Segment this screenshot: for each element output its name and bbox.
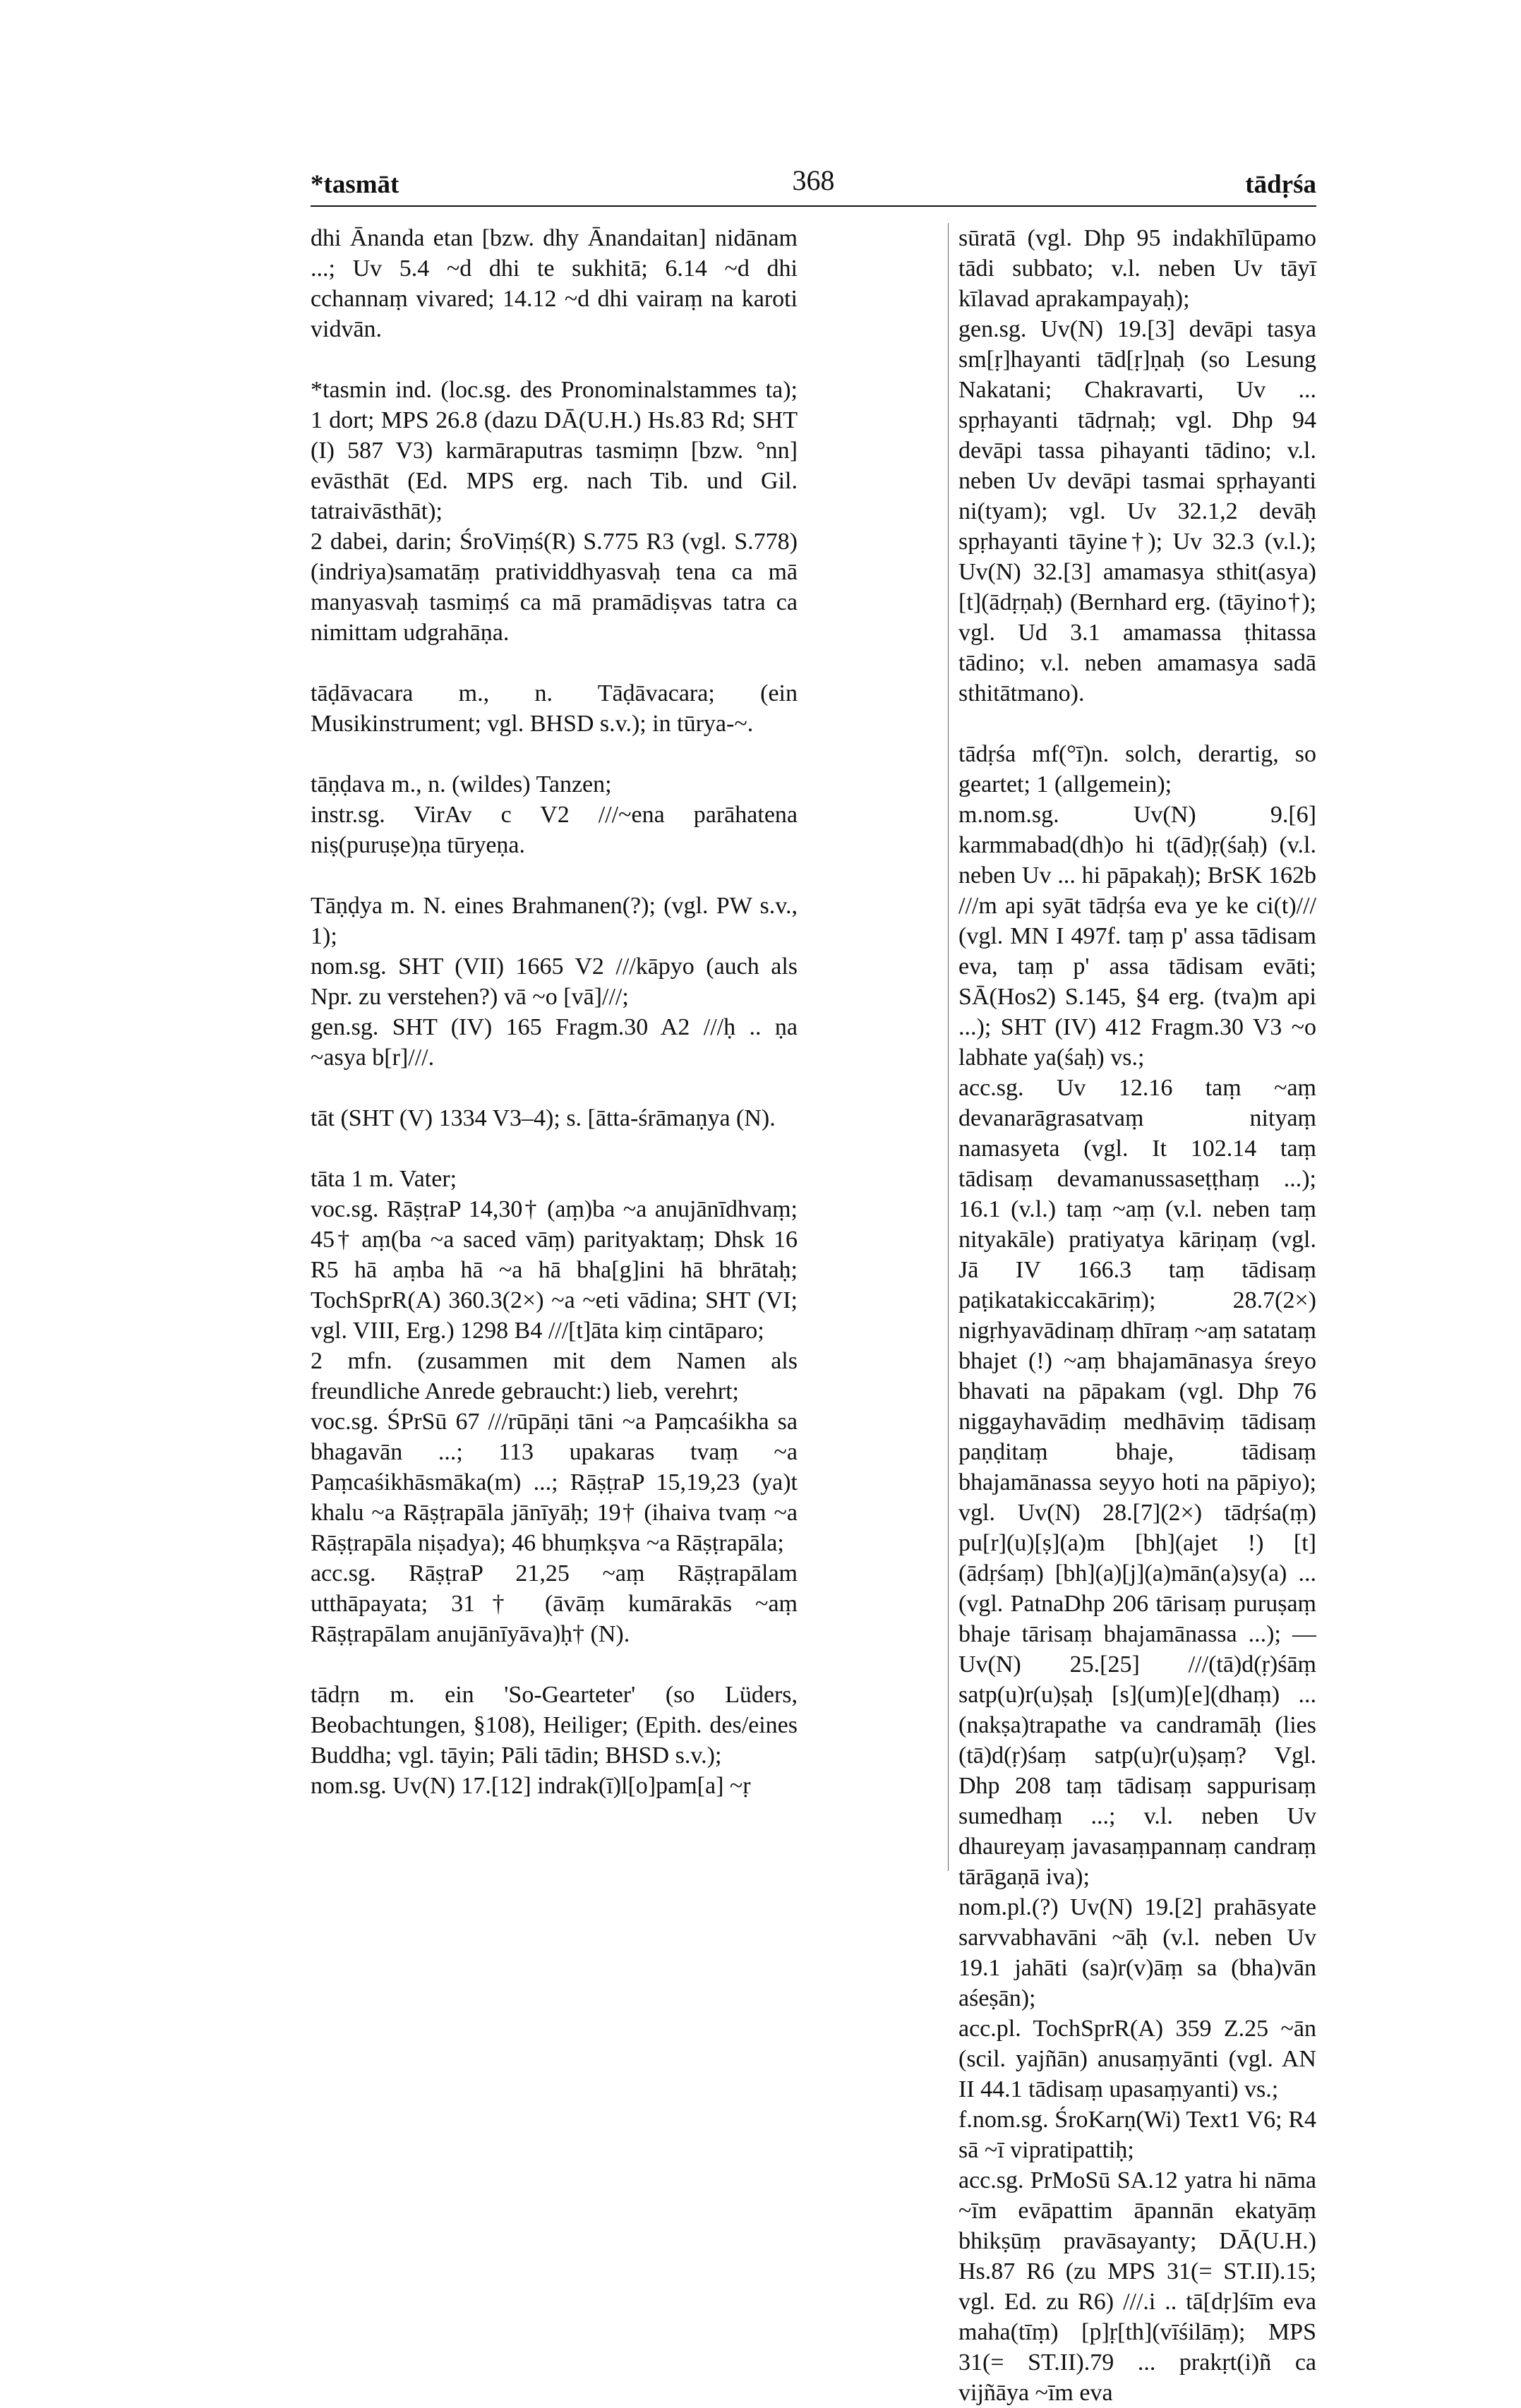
entry-tadrn-gen: gen.sg. Uv(N) 19.[3] devāpi tasya sm[ṛ]hayanti tād[ṛ]ṇaḥ (so Lesung Nakatani; Chakravarti, Uv ... spṛhayanti tādṛnaḥ; vgl. Dhp 94 devāpi tassa pihayanti tādino; v.l. neben Uv devāpi tasmai spṛhayanti ni(tyam); vgl. Uv 32.1,2 devāḥ spṛhayanti tāyine†); Uv 32.3 (v.l.); Uv(N) 32.[3] amamasya sthit(asya) [t](ādṛṇaḥ) (Bernhard erg. (tāyino†); vgl. Ud 3.1 amamassa ṭhitassa tādino; v.l. neben amamasya sadā sthitātmano). (958, 316, 1316, 706)
entry-tandya-nom: nom.sg. SHT (VII) 1665 V2 ///kāpyo (auch als Npr. zu verstehen?) vā ~o [vā]///; (311, 953, 798, 1010)
spacer (311, 860, 798, 891)
entry-tandava-citation: instr.sg. VirAv c V2 ///~ena parāhatena niṣ(puruṣe)ṇa tūryeṇa. (311, 802, 798, 858)
header-rule (311, 205, 1316, 207)
spacer (311, 344, 798, 375)
entry-tandya-gen: gen.sg. SHT (IV) 165 Fragm.30 A2 ///ḥ .. ṇa ~asya b[r]///. (311, 1014, 798, 1071)
entry-tadrn: tādṛn m. ein 'So-Gearteter' (so Lüders, Beobachtungen, §108), Heiliger; (Epith. des/eines Buddha; vgl. tāyin; Pāli tādin; BHSD s.v.); (311, 1682, 798, 1769)
entry-tata-sense-2: 2 mfn. (zusammen mit dem Namen als freundliche Anrede gebraucht:) lieb, verehrt; (311, 1348, 798, 1404)
running-head-left: *tasmāt (311, 170, 399, 199)
entry-tata-sense-2-acc: acc.sg. RāṣṭraP 21,25 ~aṃ Rāṣṭrapālam utthāpayata; 31† (āvāṃ kumārakās ~aṃ Rāṣṭrapālam anujānīyāva)ḥ† (N). (311, 1560, 798, 1647)
spacer (958, 709, 1316, 739)
entry-tadrsa-acc: acc.sg. Uv 12.16 taṃ ~aṃ devanarāgrasatvaṃ nityaṃ namasyeta (vgl. It 102.14 taṃ tādisaṃ devamanussaseṭṭhaṃ ...); 16.1 (v.l.) taṃ ~aṃ (v.l. neben taṃ nityakāle) pratiyatya kāriṇaṃ (vgl. Jā IV 166.3 taṃ tādisaṃ paṭikatakiccakāriṃ); 28.7(2×) nigṛhyavādinaṃ dhīraṃ ~aṃ satataṃ bhajet (!) ~aṃ bhajamānasya śreyo bhavati na pāpakam (vgl. Dhp 76 niggayhavādiṃ medhāviṃ tādisaṃ paṇḍitaṃ bhaje, tādisaṃ bhajamānassa seyyo hoti na pāpiyo); vgl. Uv(N) 28.[7](2×) tādṛśa(ṃ) pu[r](u)[ṣ](a)m [bh](ajet !) [t](ādṛśaṃ) [bh](a)[j](a)mān(a)sy(a) ... (vgl. PatnaDhp 206 tārisaṃ puruṣaṃ bhaje tārisaṃ bhajamānassa ...); — Uv(N) 25.[25] ///(tā)d(ṛ)śāṃ satp(u)r(u)ṣaḥ [s](um)[e](dhaṃ) ... (nakṣa)trapathe va candramāḥ (lies (tā)d(ṛ)śaṃ satp(u)r(u)ṣaṃ? Vgl. Dhp 208 taṃ tādisaṃ sappurisaṃ sumedhaṃ ...; v.l. neben Uv dhaureyaṃ javasaṃpannaṃ candraṃ tārāgaṇā iva); (958, 1075, 1316, 1890)
running-head-right: tādṛśa (1245, 170, 1316, 199)
entry-tadrsa-m-nom: m.nom.sg. Uv(N) 9.[6] karmmabad(dh)o hi t(ād)ṛ(śaḥ) (v.l. neben Uv ... hi pāpakaḥ); BrSK 162b ///m api syāt tādṛśa eva ye ke ci(t)/// (vgl. MN I 497f. taṃ p' assa tādisam eva, taṃ p' assa tādisam evāti; SĀ(Hos2) S.145, §4 erg. (tva)m api ...); SHT (IV) 412 Fragm.30 V3 ~o labhate ya(śaḥ) vs.; (958, 802, 1316, 1071)
entry-tasmin: *tasmin ind. (loc.sg. des Pronominalstammes ta); 1 dort; MPS 26.8 (dazu DĀ(U.H.) Hs.83 Rd; SHT (I) 587 V3) karmāraputras tasmiṃn [bzw. °nn] evāsthāt (Ed. MPS erg. nach Tib. und Gil. tatraivāsthāt); (311, 377, 798, 524)
entry-tadrsa: tādṛśa mf(°ī)n. solch, derartig, so geartet; 1 (allgemein); (958, 741, 1316, 797)
entry-tadrsa-acc-pl: acc.pl. TochSprR(A) 359 Z.25 ~ān (scil. yajñān) anusaṃyānti (vgl. AN II 44.1 tādisaṃ upasaṃyanti) vs.; (958, 2016, 1316, 2102)
spacer (311, 648, 798, 678)
spacer (311, 1073, 798, 1103)
entry-tandya: Tāṇḍya m. N. eines Brahmanen(?); (vgl. PW s.v., 1); (311, 893, 798, 949)
spacer (311, 1649, 798, 1680)
entry-tat: tāt (SHT (V) 1334 V3–4); s. [ātta-śrāmaṇya (N). (311, 1105, 776, 1131)
entry-tadrsa-f-acc: acc.sg. PrMoSū SA.12 yatra hi nāma ~īm evāpattim āpannān ekatyāṃ bhikṣūṃ pravāsayanty; DĀ(U.H.) Hs.87 R6 (zu MPS 31(= ST.II).15; vgl. Ed. zu R6) ///.i .. tā[dṛ]śīm eva maha(tīṃ) [p]ṛ[th](vīśilāṃ); MPS 31(= ST.II).79 ... prakṛt(i)ñ ca vijñāya ~īm eva (958, 2167, 1316, 2406)
entry-tadrn-continued: sūratā (vgl. Dhp 95 indakhīlūpamo tādi subbato; v.l. neben Uv tāyī kīlavad aprakampayaḥ); (958, 225, 1316, 312)
page-number: 368 (792, 164, 835, 196)
entry-tasmat-continued: dhi Ānanda etan [bzw. dhy Ānandaitan] nidānam ...; Uv 5.4 ~d dhi te sukhitā; 6.14 ~d dhi cchannaṃ vivared; 14.12 ~d dhi vairaṃ na karoti vidvān. (311, 225, 798, 342)
entry-tadrn-nom: nom.sg. Uv(N) 17.[12] indrak(ī)l[o]pam[a] ~ṛ (311, 1773, 751, 1799)
spacer (311, 739, 798, 769)
entry-tata: tāta 1 m. Vater; (311, 1166, 457, 1192)
entry-tadrsa-f-nom: f.nom.sg. ŚroKarṇ(Wi) Text1 V6; R4 sā ~ī vipratipattiḥ; (958, 2107, 1316, 2163)
entry-tandava: tāṇḍava m., n. (wildes) Tanzen; (311, 771, 612, 797)
column-divider (948, 223, 949, 1871)
spacer (311, 1133, 798, 1164)
entry-tadavacara: tāḍāvacara m., n. Tāḍāvacara; (ein Musikinstrument; vgl. BHSD s.v.); in tūrya-~. (311, 680, 798, 737)
entry-tata-voc: voc.sg. RāṣṭraP 14,30† (aṃ)ba ~a anujānīdhvaṃ; 45† aṃ(ba ~a saced vāṃ) parityaktaṃ; Dhsk 16 R5 hā aṃba hā ~a hā bha[g]ini hā bhrātaḥ; TochSprR(A) 360.3(2×) ~a ~eti vādina; SHT (VI; vgl. VIII, Erg.) 1298 B4 ///[t]āta kiṃ cintāparo; (311, 1196, 798, 1344)
right-column (958, 223, 1316, 2408)
left-column (311, 223, 798, 1801)
entry-tata-sense-2-voc: voc.sg. ŚPrSū 67 ///rūpāṇi tāni ~a Paṃcaśikha sa bhagavān ...; 113 upakaras tvaṃ ~a Paṃcaśikhāsmāka(m) ...; RāṣṭraP 15,19,23 (ya)t khalu ~a Rāṣṭrapāla jānīyāḥ; 19† (ihaiva tvaṃ ~a Rāṣṭrapāla niṣadya); 46 bhuṃkṣva ~a Rāṣṭrapāla; (311, 1409, 798, 1556)
entry-tasmin-sense-2: 2 dabei, darin; ŚroViṃś(R) S.775 R3 (vgl. S.778) (indriya)samatāṃ pratividdhyasvaḥ tena ca mā manyasvaḥ tasmiṃś ca mā pramādiṣvas tatra ca nimittam udgrahāṇa. (311, 529, 798, 646)
entry-tadrsa-nom-pl: nom.pl.(?) Uv(N) 19.[2] prahāsyate sarvvabhavāni ~āḥ (v.l. neben Uv 19.1 jahāti (sa)r(v)āṃ sa (bha)vān aśeṣān); (958, 1894, 1316, 2011)
page-header (311, 155, 1316, 198)
